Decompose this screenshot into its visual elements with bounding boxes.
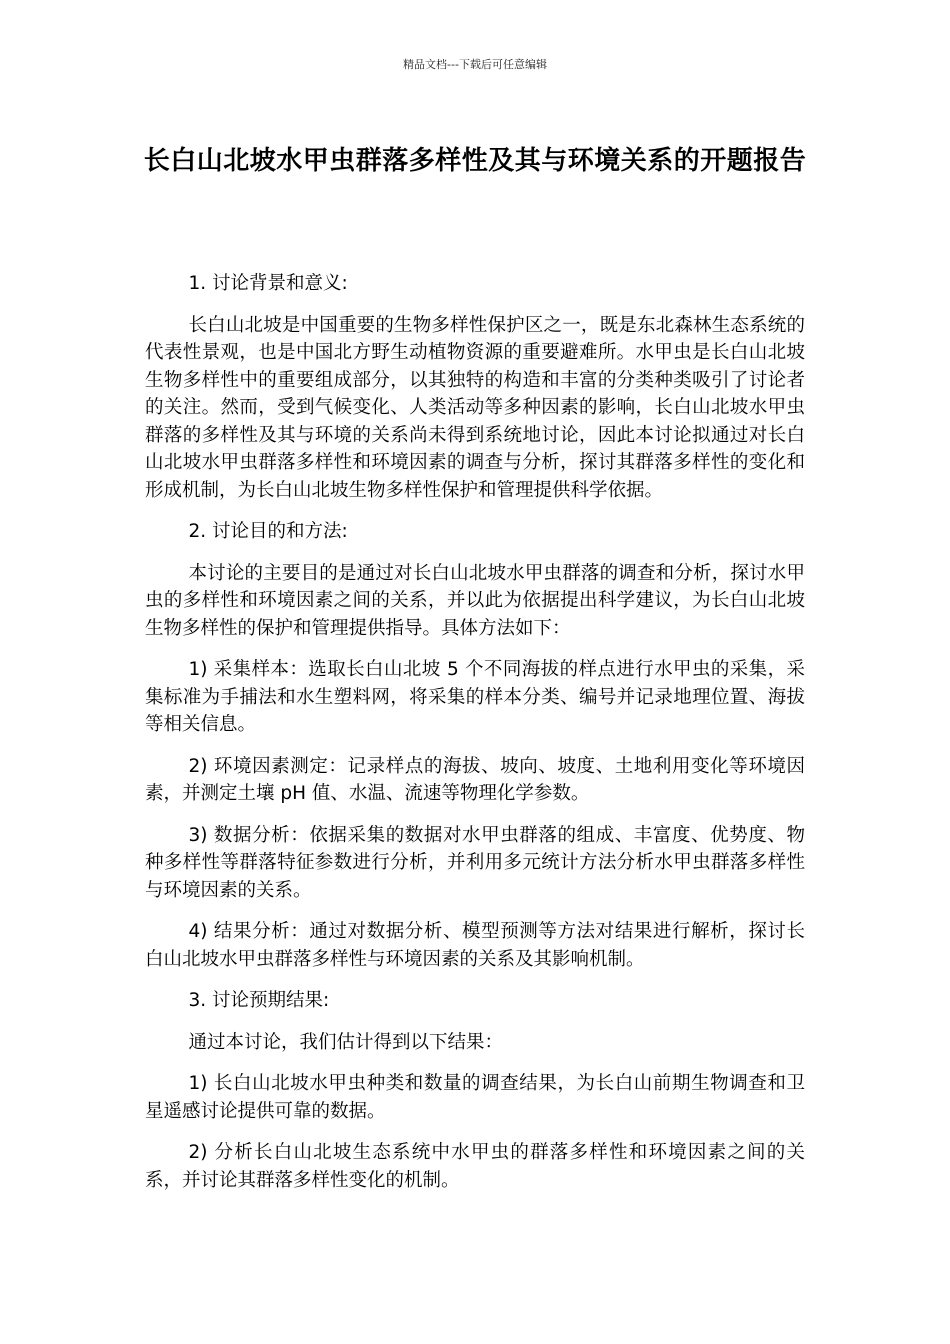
- paragraph-objectives: 本讨论的主要目的是通过对长白山北坡水甲虫群落的调查和分析，探讨水甲虫的多样性和环境因素之间的关系，并以此为依据提出科学建议，为长白山北坡生物多样性的保护和管理提供指导。具体方法如下：: [145, 562, 805, 639]
- section-heading-background: 1. 讨论背景和意义:: [188, 273, 348, 294]
- document-body: [145, 270, 805, 1208]
- document-title: 长白山北坡水甲虫群落多样性及其与环境关系的开题报告: [143, 146, 807, 176]
- expected-item-2: 2) 分析长白山北坡生态系统中水甲虫的群落多样性和环境因素之间的关系，并讨论其群落多样性变化的机制。: [145, 1142, 805, 1191]
- method-item-result-analysis: 4) 结果分析：通过对数据分析、模型预测等方法对结果进行解析，探讨长白山北坡水甲虫群落多样性与环境因素的关系及其影响机制。: [145, 921, 805, 970]
- expected-item-1: 1) 长白山北坡水甲虫种类和数量的调查结果，为长白山前期生物调查和卫星遥感讨论提供可靠的数据。: [145, 1073, 805, 1122]
- paragraph-expected-intro: 通过本讨论，我们估计得到以下结果：: [188, 1031, 503, 1053]
- header-note: 精品文档---下载后可任意编辑: [403, 58, 547, 71]
- paragraph-background: 长白山北坡是中国重要的生物多样性保护区之一，既是东北森林生态系统的代表性景观，也是中国北方野生动植物资源的重要避难所。水甲虫是长白山北坡生物多样性中的重要组成部分，以其独特的构造和丰富的分类种类吸引了讨论者的关注。然而，受到气候变化、人类活动等多种因素的影响，长白山北坡水甲虫群落的多样性及其与环境的关系尚未得到系统地讨论，因此本讨论拟通过对长白山北坡水甲虫群落多样性和环境因素的调查与分析，探讨其群落多样性的变化和形成机制，为长白山北坡生物多样性保护和管理提供科学依据。: [145, 314, 805, 501]
- method-item-environment: 2) 环境因素测定：记录样点的海拔、坡向、坡度、土地利用变化等环境因素，并测定土壤 pH 值、水温、流速等物理化学参数。: [145, 755, 805, 804]
- method-item-data-analysis: 3) 数据分析：依据采集的数据对水甲虫群落的组成、丰富度、优势度、物种多样性等群落特征参数进行分析，并利用多元统计方法分析水甲虫群落多样性与环境因素的关系。: [145, 824, 805, 901]
- section-heading-objectives: 2. 讨论目的和方法:: [188, 521, 348, 542]
- section-heading-expected-results: 3. 讨论预期结果:: [188, 990, 330, 1011]
- method-item-sampling: 1) 采集样本：选取长白山北坡 5 个不同海拔的样点进行水甲虫的采集，采集标准为手捕法和水生塑料网，将采集的样本分类、编号并记录地理位置、海拔等相关信息。: [145, 659, 805, 735]
